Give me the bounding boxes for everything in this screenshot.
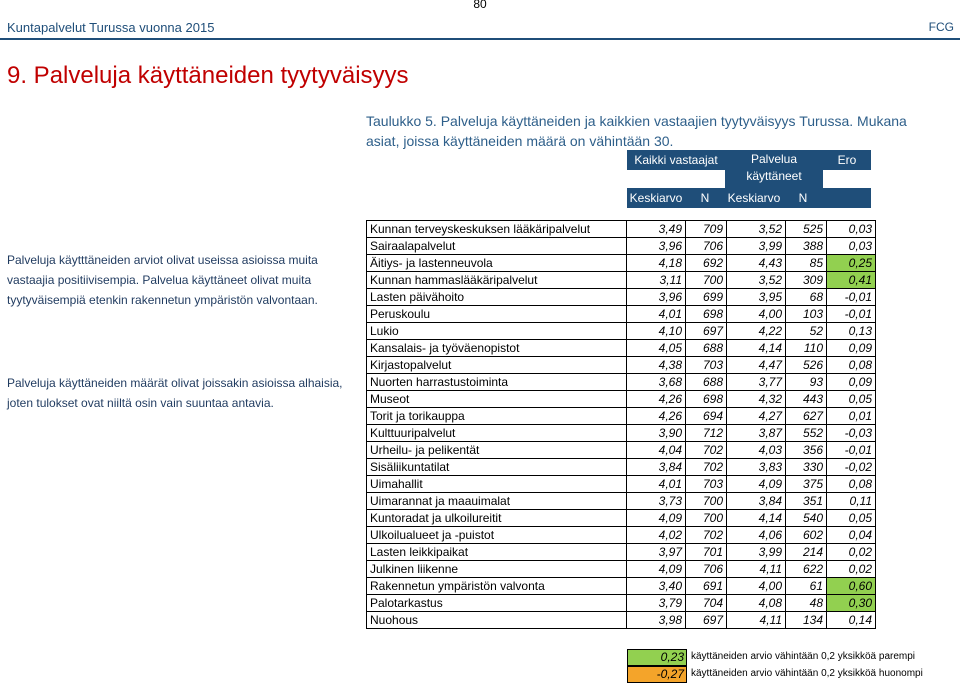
table-row xyxy=(367,527,876,544)
n-all-cell: 694 xyxy=(686,408,727,425)
difference-cell: 0,05 xyxy=(827,391,876,408)
table-row xyxy=(367,357,876,374)
n-all-cell: 699 xyxy=(686,289,727,306)
service-name: Palotarkastus xyxy=(367,595,627,612)
average-all-cell: 3,90 xyxy=(627,425,686,442)
service-name: Lasten päivähoito xyxy=(367,289,627,306)
table-row xyxy=(367,221,876,238)
legend-positive xyxy=(627,649,915,664)
report-header-logo-text: FCG xyxy=(928,20,954,34)
n-users-cell: 214 xyxy=(786,544,827,561)
n-all-cell: 703 xyxy=(686,476,727,493)
n-users-cell: 61 xyxy=(786,578,827,595)
sub-header-average-users: Keskiarvo xyxy=(727,191,781,205)
n-all-cell: 712 xyxy=(686,425,727,442)
header-divider xyxy=(0,38,960,40)
average-users-cell: 4,11 xyxy=(727,612,786,629)
difference-cell: 0,08 xyxy=(827,476,876,493)
n-all-cell: 702 xyxy=(686,527,727,544)
n-users-cell: 525 xyxy=(786,221,827,238)
difference-cell: 0,05 xyxy=(827,510,876,527)
n-users-cell: 552 xyxy=(786,425,827,442)
average-all-cell: 3,49 xyxy=(627,221,686,238)
table-row xyxy=(367,408,876,425)
average-users-cell: 4,32 xyxy=(727,391,786,408)
n-all-cell: 702 xyxy=(686,459,727,476)
average-users-cell: 4,14 xyxy=(727,510,786,527)
service-name: Kunnan terveyskeskuksen lääkäripalvelut xyxy=(367,221,627,238)
n-all-cell: 702 xyxy=(686,442,727,459)
n-users-cell: 351 xyxy=(786,493,827,510)
average-all-cell: 3,73 xyxy=(627,493,686,510)
sub-header-row xyxy=(627,188,871,208)
difference-cell: -0,03 xyxy=(827,425,876,442)
n-all-cell: 700 xyxy=(686,493,727,510)
sub-header-average-all: Keskiarvo xyxy=(629,191,683,205)
difference-cell: -0,01 xyxy=(827,289,876,306)
table-row xyxy=(367,561,876,578)
average-all-cell: 4,05 xyxy=(627,340,686,357)
average-users-cell: 4,14 xyxy=(727,340,786,357)
average-all-cell: 4,04 xyxy=(627,442,686,459)
n-all-cell: 709 xyxy=(686,221,727,238)
average-users-cell: 4,06 xyxy=(727,527,786,544)
average-all-cell: 4,26 xyxy=(627,408,686,425)
difference-cell: 0,60 xyxy=(827,578,876,595)
service-name: Lasten leikkipaikat xyxy=(367,544,627,561)
n-all-cell: 697 xyxy=(686,612,727,629)
average-users-cell: 3,77 xyxy=(727,374,786,391)
satisfaction-table xyxy=(366,220,876,629)
n-users-cell: 627 xyxy=(786,408,827,425)
header-all-respondents: Kaikki vastaajat xyxy=(627,150,725,170)
table-row xyxy=(367,425,876,442)
difference-cell: 0,08 xyxy=(827,357,876,374)
average-all-cell: 3,11 xyxy=(627,272,686,289)
n-users-cell: 388 xyxy=(786,238,827,255)
difference-cell: -0,02 xyxy=(827,459,876,476)
n-users-cell: 134 xyxy=(786,612,827,629)
difference-cell: -0,01 xyxy=(827,442,876,459)
n-users-cell: 540 xyxy=(786,510,827,527)
service-name: Torit ja torikauppa xyxy=(367,408,627,425)
table-row xyxy=(367,306,876,323)
service-name: Uimahallit xyxy=(367,476,627,493)
service-name: Lukio xyxy=(367,323,627,340)
service-name: Kulttuuripalvelut xyxy=(367,425,627,442)
average-users-cell: 4,08 xyxy=(727,595,786,612)
service-name: Sisäliikuntatilat xyxy=(367,459,627,476)
header-difference: Ero xyxy=(823,150,871,170)
table-row xyxy=(367,340,876,357)
n-all-cell: 701 xyxy=(686,544,727,561)
n-all-cell: 697 xyxy=(686,323,727,340)
table-row xyxy=(367,238,876,255)
service-name: Kunnan hammaslääkäripalvelut xyxy=(367,272,627,289)
report-header-title: Kuntapalvelut Turussa vuonna 2015 xyxy=(7,20,215,35)
n-all-cell: 698 xyxy=(686,391,727,408)
service-name: Peruskoulu xyxy=(367,306,627,323)
paragraph-sample-size-note: Palveluja käyttäneiden määrät olivat joissakin asioissa alhaisia, joten tulokset ovat niiltä osin vain suuntaa antavia. xyxy=(7,376,343,410)
average-users-cell: 3,52 xyxy=(727,272,786,289)
difference-cell: 0,04 xyxy=(827,527,876,544)
n-all-cell: 692 xyxy=(686,255,727,272)
table-row xyxy=(367,323,876,340)
table-row xyxy=(367,255,876,272)
legend-positive-swatch: 0,23 xyxy=(627,649,687,666)
service-name: Museot xyxy=(367,391,627,408)
average-users-cell: 3,83 xyxy=(727,459,786,476)
legend-negative-swatch: -0,27 xyxy=(627,666,687,683)
sub-header-n-all: N xyxy=(700,191,710,205)
average-all-cell: 4,01 xyxy=(627,476,686,493)
average-all-cell: 4,26 xyxy=(627,391,686,408)
n-users-cell: 309 xyxy=(786,272,827,289)
table-row xyxy=(367,612,876,629)
n-all-cell: 703 xyxy=(686,357,727,374)
n-all-cell: 688 xyxy=(686,340,727,357)
average-all-cell: 3,79 xyxy=(627,595,686,612)
average-users-cell: 3,95 xyxy=(727,289,786,306)
average-all-cell: 3,68 xyxy=(627,374,686,391)
table-row xyxy=(367,510,876,527)
average-users-cell: 3,99 xyxy=(727,544,786,561)
service-name: Nuohous xyxy=(367,612,627,629)
service-name: Äitiys- ja lastenneuvola xyxy=(367,255,627,272)
service-name: Rakennetun ympäristön valvonta xyxy=(367,578,627,595)
sub-header-n-users: N xyxy=(798,191,808,205)
table-row xyxy=(367,272,876,289)
difference-cell: 0,14 xyxy=(827,612,876,629)
average-all-cell: 3,40 xyxy=(627,578,686,595)
n-users-cell: 48 xyxy=(786,595,827,612)
n-users-cell: 93 xyxy=(786,374,827,391)
n-users-cell: 68 xyxy=(786,289,827,306)
table-row xyxy=(367,442,876,459)
service-name: Ulkoilualueet ja -puistot xyxy=(367,527,627,544)
n-users-cell: 52 xyxy=(786,323,827,340)
table-row xyxy=(367,391,876,408)
n-all-cell: 706 xyxy=(686,561,727,578)
difference-cell: 0,01 xyxy=(827,408,876,425)
n-users-cell: 85 xyxy=(786,255,827,272)
n-users-cell: 443 xyxy=(786,391,827,408)
n-users-cell: 602 xyxy=(786,527,827,544)
page-number: 80 xyxy=(473,0,487,11)
n-users-cell: 330 xyxy=(786,459,827,476)
table-row xyxy=(367,289,876,306)
service-name: Uimarannat ja maauimalat xyxy=(367,493,627,510)
n-all-cell: 704 xyxy=(686,595,727,612)
n-users-cell: 526 xyxy=(786,357,827,374)
average-all-cell: 4,38 xyxy=(627,357,686,374)
average-users-cell: 4,03 xyxy=(727,442,786,459)
n-all-cell: 688 xyxy=(686,374,727,391)
header-service-users: Palvelua käyttäneet xyxy=(725,150,823,189)
service-name: Kansalais- ja työväenopistot xyxy=(367,340,627,357)
table-caption: Taulukko 5. Palveluja käyttäneiden ja kaikkien vastaajien tyytyväisyys Turussa. Mukana asiat, joissa käyttäneiden määrä on vähintään 30. xyxy=(366,113,907,149)
average-users-cell: 4,43 xyxy=(727,255,786,272)
table-row xyxy=(367,595,876,612)
difference-cell: 0,41 xyxy=(827,272,876,289)
average-all-cell: 3,97 xyxy=(627,544,686,561)
average-all-cell: 4,10 xyxy=(627,323,686,340)
difference-cell: 0,09 xyxy=(827,340,876,357)
difference-cell: 0,11 xyxy=(827,493,876,510)
service-name: Kuntoradat ja ulkoilureitit xyxy=(367,510,627,527)
section-title: 9. Palveluja käyttäneiden tyytyväisyys xyxy=(7,62,409,89)
average-all-cell: 4,09 xyxy=(627,510,686,527)
n-users-cell: 110 xyxy=(786,340,827,357)
average-all-cell: 4,02 xyxy=(627,527,686,544)
average-all-cell: 4,18 xyxy=(627,255,686,272)
legend-negative xyxy=(627,666,923,681)
average-all-cell: 3,96 xyxy=(627,289,686,306)
n-users-cell: 622 xyxy=(786,561,827,578)
n-all-cell: 691 xyxy=(686,578,727,595)
average-users-cell: 4,00 xyxy=(727,306,786,323)
difference-cell: -0,01 xyxy=(827,306,876,323)
difference-cell: 0,13 xyxy=(827,323,876,340)
table-row xyxy=(367,493,876,510)
average-all-cell: 4,01 xyxy=(627,306,686,323)
n-users-cell: 356 xyxy=(786,442,827,459)
table-row xyxy=(367,459,876,476)
average-users-cell: 4,00 xyxy=(727,578,786,595)
average-users-cell: 4,11 xyxy=(727,561,786,578)
difference-cell: 0,30 xyxy=(827,595,876,612)
table-row xyxy=(367,578,876,595)
difference-cell: 0,02 xyxy=(827,561,876,578)
table-row xyxy=(367,374,876,391)
n-all-cell: 700 xyxy=(686,272,727,289)
service-name: Kirjastopalvelut xyxy=(367,357,627,374)
average-all-cell: 3,84 xyxy=(627,459,686,476)
average-users-cell: 3,87 xyxy=(727,425,786,442)
service-name: Sairaalapalvelut xyxy=(367,238,627,255)
average-users-cell: 3,99 xyxy=(727,238,786,255)
table-row xyxy=(367,476,876,493)
n-all-cell: 700 xyxy=(686,510,727,527)
average-users-cell: 4,09 xyxy=(727,476,786,493)
legend-negative-text: käyttäneiden arvio vähintään 0,2 yksikköä huonompi xyxy=(691,668,923,679)
average-users-cell: 4,27 xyxy=(727,408,786,425)
difference-cell: 0,25 xyxy=(827,255,876,272)
average-users-cell: 4,47 xyxy=(727,357,786,374)
legend-positive-text: käyttäneiden arvio vähintään 0,2 yksikköä parempi xyxy=(691,651,916,662)
difference-cell: 0,09 xyxy=(827,374,876,391)
service-name: Nuorten harrastustoiminta xyxy=(367,374,627,391)
n-all-cell: 698 xyxy=(686,306,727,323)
difference-cell: 0,02 xyxy=(827,544,876,561)
average-all-cell: 3,96 xyxy=(627,238,686,255)
service-name: Julkinen liikenne xyxy=(367,561,627,578)
difference-cell: 0,03 xyxy=(827,238,876,255)
table-row xyxy=(367,544,876,561)
average-all-cell: 3,98 xyxy=(627,612,686,629)
service-name: Urheilu- ja pelikentät xyxy=(367,442,627,459)
n-users-cell: 103 xyxy=(786,306,827,323)
difference-cell: 0,03 xyxy=(827,221,876,238)
n-users-cell: 375 xyxy=(786,476,827,493)
average-all-cell: 4,09 xyxy=(627,561,686,578)
average-users-cell: 4,22 xyxy=(727,323,786,340)
n-all-cell: 706 xyxy=(686,238,727,255)
average-users-cell: 3,84 xyxy=(727,493,786,510)
average-users-cell: 3,52 xyxy=(727,221,786,238)
paragraph-user-ratings: Palveluja käytttäneiden arviot olivat useissa asioissa muita vastaajia positiivisempia. Palvelua käyttäneet olivat muita tyytyväisempiä etenkin rakennetun ympäristön valvontaan. xyxy=(7,253,318,307)
